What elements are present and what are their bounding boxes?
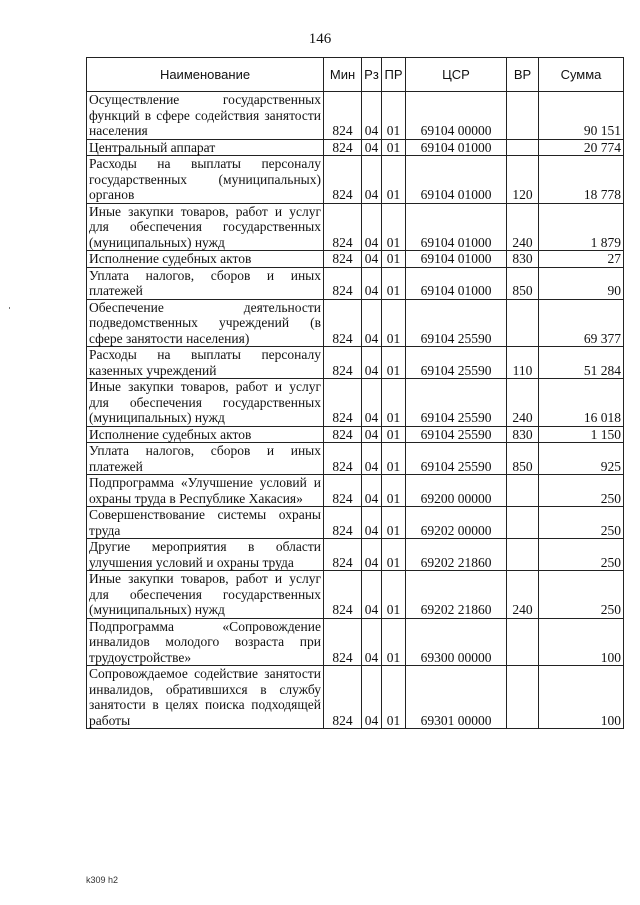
header-row xyxy=(87,58,624,92)
cell-name: Уплата налогов, сборов и иных платежей xyxy=(87,443,324,475)
cell-sum: 18 778 xyxy=(539,156,624,204)
budget-table xyxy=(86,57,624,729)
cell-min: 824 xyxy=(324,443,362,475)
cell-sum: 250 xyxy=(539,571,624,619)
table-row xyxy=(87,203,624,251)
cell-pr: 01 xyxy=(382,251,406,268)
cell-min: 824 xyxy=(324,203,362,251)
cell-vr xyxy=(507,139,539,156)
cell-sum: 27 xyxy=(539,251,624,268)
table-row xyxy=(87,251,624,268)
cell-csr: 69104 25590 xyxy=(406,379,507,427)
table-row xyxy=(87,92,624,140)
cell-name: Центральный аппарат xyxy=(87,139,324,156)
header-sum: Сумма xyxy=(539,58,624,92)
cell-sum: 90 xyxy=(539,267,624,299)
cell-sum: 100 xyxy=(539,666,624,729)
cell-sum: 1 879 xyxy=(539,203,624,251)
cell-min: 824 xyxy=(324,666,362,729)
cell-rz: 04 xyxy=(362,507,382,539)
cell-vr: 120 xyxy=(507,156,539,204)
cell-sum: 1 150 xyxy=(539,426,624,443)
cell-csr: 69202 21860 xyxy=(406,571,507,619)
cell-vr xyxy=(507,539,539,571)
cell-rz: 04 xyxy=(362,156,382,204)
margin-mark xyxy=(9,307,10,309)
cell-rz: 04 xyxy=(362,571,382,619)
cell-csr: 69104 01000 xyxy=(406,139,507,156)
cell-min: 824 xyxy=(324,267,362,299)
header-vr: ВР xyxy=(507,58,539,92)
cell-sum: 20 774 xyxy=(539,139,624,156)
footer-code: k309 h2 xyxy=(86,875,119,885)
cell-pr: 01 xyxy=(382,203,406,251)
table-row xyxy=(87,426,624,443)
cell-min: 824 xyxy=(324,92,362,140)
cell-sum: 16 018 xyxy=(539,379,624,427)
cell-pr: 01 xyxy=(382,475,406,507)
cell-csr: 69104 25590 xyxy=(406,299,507,347)
header-csr: ЦСР xyxy=(406,58,507,92)
cell-name: Другие мероприятия в области улучшения условий и охраны труда xyxy=(87,539,324,571)
page-number: 146 xyxy=(308,31,332,47)
cell-sum: 925 xyxy=(539,443,624,475)
table-row xyxy=(87,139,624,156)
cell-sum: 250 xyxy=(539,507,624,539)
table-header xyxy=(87,58,624,92)
cell-pr: 01 xyxy=(382,539,406,571)
cell-pr: 01 xyxy=(382,347,406,379)
table-row xyxy=(87,379,624,427)
cell-pr: 01 xyxy=(382,92,406,140)
cell-name: Исполнение судебных актов xyxy=(87,251,324,268)
cell-name: Совершенствование системы охраны труда xyxy=(87,507,324,539)
cell-csr: 69104 25590 xyxy=(406,443,507,475)
cell-vr: 240 xyxy=(507,571,539,619)
cell-rz: 04 xyxy=(362,139,382,156)
table-row xyxy=(87,666,624,729)
cell-pr: 01 xyxy=(382,666,406,729)
cell-csr: 69301 00000 xyxy=(406,666,507,729)
cell-name: Иные закупки товаров, работ и услуг для обеспечения государственных (муниципальных) нужд xyxy=(87,571,324,619)
cell-name: Осуществление государственных функций в сфере содействия занятости населения xyxy=(87,92,324,140)
cell-vr xyxy=(507,507,539,539)
cell-pr: 01 xyxy=(382,507,406,539)
cell-rz: 04 xyxy=(362,203,382,251)
cell-rz: 04 xyxy=(362,379,382,427)
cell-min: 824 xyxy=(324,251,362,268)
cell-name: Иные закупки товаров, работ и услуг для обеспечения государственных (муниципальных) нужд xyxy=(87,203,324,251)
cell-min: 824 xyxy=(324,379,362,427)
cell-vr xyxy=(507,666,539,729)
cell-pr: 01 xyxy=(382,426,406,443)
cell-min: 824 xyxy=(324,347,362,379)
cell-csr: 69104 25590 xyxy=(406,347,507,379)
header-pr: ПР xyxy=(382,58,406,92)
cell-rz: 04 xyxy=(362,267,382,299)
cell-name: Расходы на выплаты персоналу государственных (муниципальных) органов xyxy=(87,156,324,204)
cell-rz: 04 xyxy=(362,347,382,379)
table-row xyxy=(87,299,624,347)
cell-csr: 69104 00000 xyxy=(406,92,507,140)
cell-sum: 250 xyxy=(539,475,624,507)
cell-min: 824 xyxy=(324,571,362,619)
cell-name: Подпрограмма «Сопровождение инвалидов молодого возраста при трудоустройстве» xyxy=(87,618,324,666)
cell-csr: 69104 01000 xyxy=(406,251,507,268)
cell-pr: 01 xyxy=(382,156,406,204)
cell-pr: 01 xyxy=(382,571,406,619)
table-row xyxy=(87,507,624,539)
table-row xyxy=(87,571,624,619)
cell-name: Уплата налогов, сборов и иных платежей xyxy=(87,267,324,299)
cell-min: 824 xyxy=(324,299,362,347)
cell-rz: 04 xyxy=(362,475,382,507)
cell-vr: 110 xyxy=(507,347,539,379)
table-row xyxy=(87,539,624,571)
cell-csr: 69300 00000 xyxy=(406,618,507,666)
cell-csr: 69202 00000 xyxy=(406,507,507,539)
cell-vr xyxy=(507,92,539,140)
table-row xyxy=(87,156,624,204)
cell-pr: 01 xyxy=(382,443,406,475)
cell-rz: 04 xyxy=(362,443,382,475)
cell-pr: 01 xyxy=(382,267,406,299)
header-rz: Рз xyxy=(362,58,382,92)
cell-min: 824 xyxy=(324,507,362,539)
cell-rz: 04 xyxy=(362,618,382,666)
cell-vr: 850 xyxy=(507,443,539,475)
cell-sum: 69 377 xyxy=(539,299,624,347)
cell-sum: 250 xyxy=(539,539,624,571)
cell-min: 824 xyxy=(324,139,362,156)
cell-rz: 04 xyxy=(362,92,382,140)
cell-min: 824 xyxy=(324,539,362,571)
table-row xyxy=(87,618,624,666)
table-body xyxy=(87,92,624,729)
cell-csr: 69104 01000 xyxy=(406,203,507,251)
cell-vr: 240 xyxy=(507,203,539,251)
header-min: Мин xyxy=(324,58,362,92)
cell-min: 824 xyxy=(324,426,362,443)
header-name: Наименование xyxy=(87,58,324,92)
cell-vr xyxy=(507,299,539,347)
cell-rz: 04 xyxy=(362,539,382,571)
cell-pr: 01 xyxy=(382,618,406,666)
cell-rz: 04 xyxy=(362,251,382,268)
table-row xyxy=(87,475,624,507)
cell-min: 824 xyxy=(324,156,362,204)
cell-csr: 69200 00000 xyxy=(406,475,507,507)
cell-name: Расходы на выплаты персоналу казенных учреждений xyxy=(87,347,324,379)
cell-pr: 01 xyxy=(382,379,406,427)
table-row xyxy=(87,267,624,299)
cell-name: Обеспечение деятельности подведомственных учреждений (в сфере занятости населения) xyxy=(87,299,324,347)
cell-name: Сопровождаемое содействие занятости инвалидов, обратившихся в службу занятости в целях поиска подходящей работы xyxy=(87,666,324,729)
cell-vr: 240 xyxy=(507,379,539,427)
cell-rz: 04 xyxy=(362,426,382,443)
cell-vr xyxy=(507,475,539,507)
cell-name: Подпрограмма «Улучшение условий и охраны труда в Республике Хакасия» xyxy=(87,475,324,507)
cell-sum: 100 xyxy=(539,618,624,666)
cell-vr xyxy=(507,618,539,666)
cell-min: 824 xyxy=(324,618,362,666)
cell-rz: 04 xyxy=(362,666,382,729)
cell-rz: 04 xyxy=(362,299,382,347)
table-row xyxy=(87,443,624,475)
cell-sum: 90 151 xyxy=(539,92,624,140)
cell-min: 824 xyxy=(324,475,362,507)
cell-csr: 69104 01000 xyxy=(406,156,507,204)
cell-pr: 01 xyxy=(382,139,406,156)
cell-csr: 69104 25590 xyxy=(406,426,507,443)
table-row xyxy=(87,347,624,379)
cell-pr: 01 xyxy=(382,299,406,347)
cell-csr: 69104 01000 xyxy=(406,267,507,299)
cell-vr: 830 xyxy=(507,251,539,268)
cell-name: Исполнение судебных актов xyxy=(87,426,324,443)
cell-vr: 830 xyxy=(507,426,539,443)
cell-name: Иные закупки товаров, работ и услуг для обеспечения государственных (муниципальных) нужд xyxy=(87,379,324,427)
cell-csr: 69202 21860 xyxy=(406,539,507,571)
cell-vr: 850 xyxy=(507,267,539,299)
cell-sum: 51 284 xyxy=(539,347,624,379)
